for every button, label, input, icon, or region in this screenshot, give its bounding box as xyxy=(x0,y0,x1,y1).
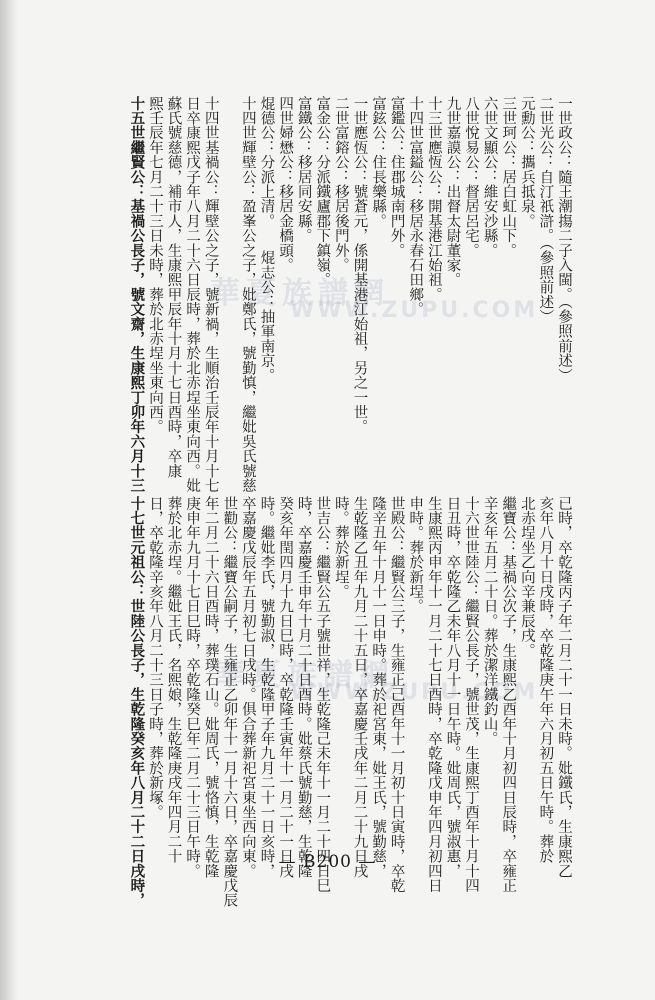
text-column: 葬於北赤埕。繼妣王氏，名熙娘，生乾隆庚戌年四月二十 xyxy=(165,496,182,864)
text-column: 世殿公：繼賢公三子，生雍正己酉年十一月初十日寅時，卒乾 xyxy=(388,496,405,893)
upper-text-block xyxy=(127,96,573,493)
text-column: 時，卒嘉慶壬申年十月二十日酉時。妣蔡氏號勤慈，生乾隆 xyxy=(295,496,312,879)
text-column: 九世嘉謨公：出督太尉董家。 xyxy=(444,96,461,288)
watermark-site-url: WWW.ZUPU.COM xyxy=(290,680,539,705)
text-column: 辛亥年五月二十日。葬於潔洋鐵釣山。 xyxy=(481,496,498,746)
watermark-site-name: 華夏族譜網 xyxy=(215,658,395,693)
text-column: 十五世繼賢公：基禍公長子，號文齋，生康熙丁卯年六月十三 xyxy=(128,96,146,493)
scan-shadow xyxy=(0,0,18,1000)
watermark-site-url: WWW.ZUPU.COM xyxy=(290,298,539,323)
text-column: 富金公：分派鐵廬郡下鎮嶺。 xyxy=(314,96,331,288)
text-column: 已時，卒乾隆丙子年二月二十一日未時。妣鐵氏，生康熙乙 xyxy=(556,496,572,879)
watermark-site-name: 華夏族譜網 xyxy=(210,276,390,311)
text-column: 十四世富鎰公：移居永春石田鄉。 xyxy=(407,96,424,317)
text-column: 一世應恆公：號蒼元，係開基港江始祖，另之一世。 xyxy=(351,96,368,435)
text-column: 世勸公：繼寶公嗣子，生雍正乙卯年十一月十六日，卒嘉慶戊辰 xyxy=(221,496,238,908)
text-column: 世吉公：繼賢公五子號世祥，生乾隆己未年十一月二十四日巳 xyxy=(314,496,331,893)
text-column: 十七世元祖公：世陸公長子，生乾隆癸亥年八月二十二日戌時， xyxy=(128,496,146,908)
text-column: 年二月二十六日酉時，葬璞石山。妣周氏，號恪慎，生乾隆 xyxy=(202,496,219,879)
text-column: 隆辛丑年十月十一日申時。葬於祀宮東，妣王氏，號勤慈， xyxy=(370,496,387,879)
text-column: 日丑時，卒乾隆乙未年八月十一日午時。妣周氏，號淑惠， xyxy=(444,496,461,879)
page-number: — B200 — xyxy=(278,852,377,872)
text-column: 日，卒乾隆辛亥年八月二十三日子時，葬於新塚。 xyxy=(146,496,163,820)
text-column: 十四世輝壁公：盈峯公之子，妣鄭氏，號勤慎，繼妣吳氏號慈 xyxy=(239,96,256,493)
text-column: 北赤埕坐乙向辛兼辰戌。 xyxy=(518,496,535,658)
text-column: 富鐵公：移居同安縣。 xyxy=(295,96,312,243)
text-column: 時。葬於新埕。 xyxy=(332,496,349,599)
text-column: 十六世世陸公：繼賢公長子，號世茂，生康熙丁酉年十月十四 xyxy=(463,496,480,893)
text-column: 熙壬辰年七月二十三日未時，葬於北赤埕坐東向西。 xyxy=(146,96,163,435)
text-column: 十三世應恆公：開基港江始祖。 xyxy=(425,96,442,302)
text-column: 三世珂公：居白虹山下。 xyxy=(500,96,517,258)
text-column: 蘇氏號慈德，補市人，生康熙甲辰年十月十七日酉時，卒康 xyxy=(165,96,182,479)
text-column: 二世富鎔公：移居後門外。 xyxy=(332,96,349,273)
text-column: 四世婦懋公：移居金橋頭。 xyxy=(277,96,294,273)
text-column: 元勳公：攜兵抵泉。 xyxy=(518,96,535,229)
text-column: 生乾隆乙丑年九月二十五日，卒嘉慶壬戌年二月二十九日戌 xyxy=(351,496,368,879)
text-column: 富鑑公：住郡城南門外。 xyxy=(388,96,405,258)
text-column: 一世政公：隨王潮摥二子入閩。（參照前述） xyxy=(556,96,572,383)
text-column: 繼寶公：基禍公次子，生康熙乙酉年十月初四日辰時，卒雍正 xyxy=(500,496,517,893)
text-column: 時。繼妣李氏，號勤淑，生乾隆甲子年九月二十一日亥時， xyxy=(258,496,275,879)
text-column: 富鉉公：住長樂縣。 xyxy=(370,96,387,229)
text-column: 癸亥年閏四月十九日巳時，卒乾隆壬寅年十一月二十一日戌 xyxy=(277,496,294,879)
text-column: 二世光公：自汀祇滸。（參照前述） xyxy=(537,96,554,324)
text-column: 生康熙丙申年十一月二十七日酉時，卒乾隆戊申年四月初四日 xyxy=(425,496,442,893)
text-column: 亥年八月十日戌時，卒乾隆庚午年六月初五日午時。葬於 xyxy=(537,496,554,864)
text-column: 六世文顯公：維安沙縣。 xyxy=(481,96,498,258)
text-column: 申時。葬於新埕。 xyxy=(407,496,424,614)
text-column: 十四世基禍公：輝壁公之子，號新禍，生順治壬辰年十月十七 xyxy=(202,96,219,493)
column-gap xyxy=(220,96,239,466)
text-column: 庚申年九月十七日巳時，卒乾隆癸巳年二月二十三日午時。 xyxy=(184,496,201,879)
text-column: 焜德公：分派上清。 焜志公：抽軍南京。 xyxy=(258,96,275,383)
text-column: 卒嘉慶戊辰年五月初七日戌時。俱合葬新祀宮東坐西向東。 xyxy=(239,496,256,879)
text-column: 日卒康熙戊子年八月二十六日辰時，葬於北赤埕坐東向西。妣 xyxy=(184,96,201,493)
text-column: 八世悅易公：督居呂宅。 xyxy=(463,96,480,258)
